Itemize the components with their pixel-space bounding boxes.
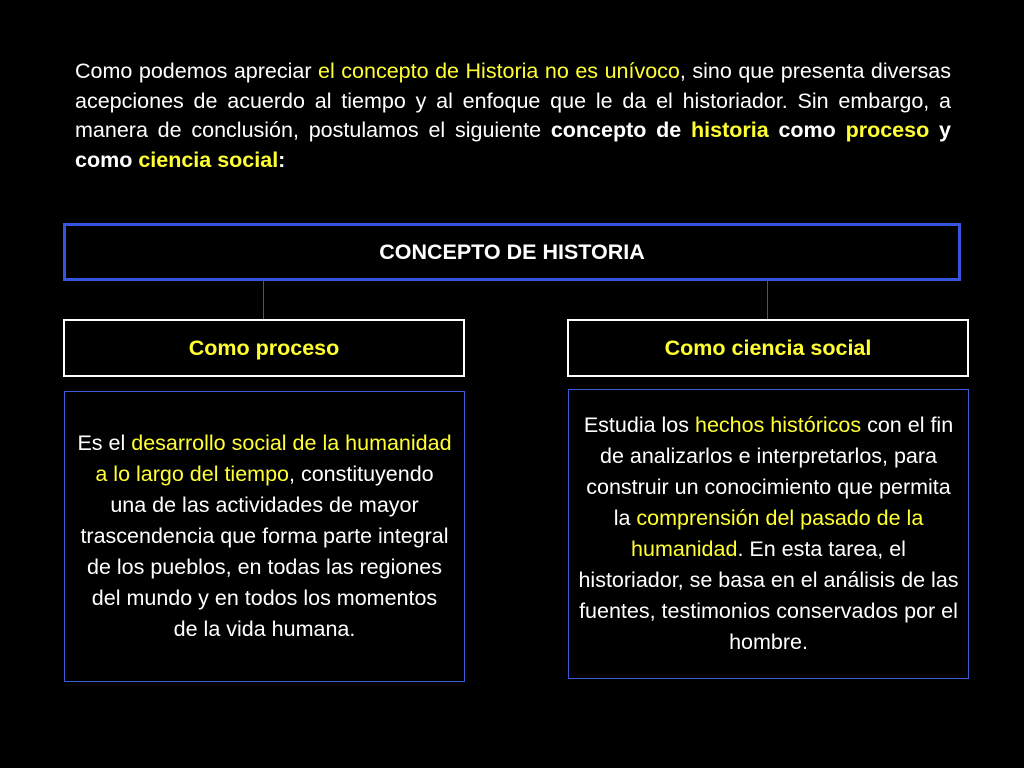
intro-bold-concepto: concepto de [550, 118, 692, 142]
definition-proceso-highlight: desarrollo social de la humanidad a lo largo del tiempo [95, 431, 452, 486]
definition-ciencia-text-2: con el fin de analizarlos e interpretarlos, para construir un conocimiento que permita la [586, 413, 954, 530]
main-concept-title: CONCEPTO DE HISTORIA [379, 239, 645, 264]
definition-box-proceso [64, 391, 465, 682]
branch-header-ciencia-social [567, 319, 969, 377]
intro-bold-y-como: y como [75, 118, 951, 172]
intro-highlight-concept: el concepto de Historia no es unívoco [318, 59, 680, 83]
definition-ciencia-social-text [577, 410, 960, 658]
intro-bold-como: como [768, 118, 846, 142]
intro-paragraph [75, 57, 951, 175]
branch-header-proceso-label: Como proceso [188, 335, 340, 360]
intro-highlight-proceso: proceso [845, 118, 930, 142]
connector-left [263, 281, 264, 319]
intro-text-1: Como podemos apreciar [75, 59, 319, 83]
intro-highlight-historia: historia [691, 118, 769, 142]
definition-box-ciencia-social [568, 389, 969, 679]
intro-bold-colon: : [278, 147, 286, 172]
branch-header-proceso [63, 319, 465, 377]
definition-proceso-text [77, 428, 452, 645]
main-concept-box [63, 223, 961, 281]
intro-text-2: , sino que presenta diversas acepciones de acuerdo al tiempo y al enfoque que le da el historiador. Sin embargo, a manera de conclusión, postulamos el siguiente [75, 59, 951, 142]
definition-ciencia-highlight-comprension: comprensión del pasado de la humanidad [631, 506, 924, 561]
branch-header-ciencia-social-label: Como ciencia social [664, 335, 872, 360]
connector-right [767, 281, 768, 319]
definition-ciencia-highlight-hechos: hechos históricos [695, 413, 862, 437]
definition-ciencia-text-3: . En esta tarea, el historiador, se basa en el análisis de las fuentes, testimonios conservados por el hombre. [578, 537, 959, 654]
definition-proceso-text-2: , constituyendo una de las actividades de mayor trascendencia que forma parte integral de los pueblos, en todas las regiones del mundo y en todos los momentos de la vida humana. [80, 462, 449, 641]
intro-highlight-ciencia-social: ciencia social [138, 147, 279, 172]
definition-ciencia-text-1: Estudia los [583, 413, 695, 437]
definition-proceso-text-1: Es el [77, 431, 132, 455]
